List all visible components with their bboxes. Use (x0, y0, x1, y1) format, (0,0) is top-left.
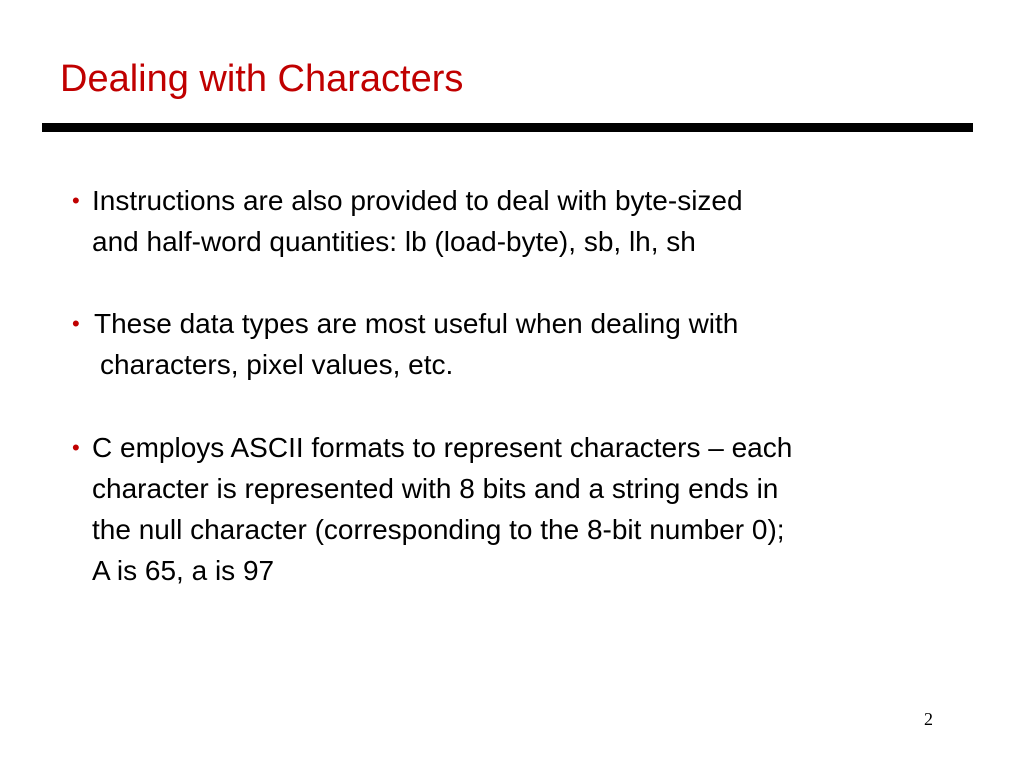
bullet-item-2 (72, 303, 972, 385)
title-divider (42, 123, 973, 132)
bullet-item-3 (72, 427, 972, 591)
page-number: 2 (924, 709, 933, 729)
bullet-3-line-2: character is represented with 8 bits and a string ends in (92, 473, 779, 504)
bullet-3-line-1: C employs ASCII formats to represent characters – each (92, 432, 793, 463)
bullet-marker: • (72, 188, 80, 213)
bullet-marker: • (72, 435, 80, 460)
bullet-item-1 (72, 180, 972, 262)
bullet-2-line-2: characters, pixel values, etc. (100, 349, 454, 380)
bullet-1-line-2: and half-word quantities: lb (load-byte), sb, lh, sh (92, 226, 696, 257)
bullet-3-line-4: A is 65, a is 97 (92, 555, 275, 586)
bullet-2-line-1: These data types are most useful when dealing with (94, 308, 739, 339)
bullet-marker: • (72, 311, 80, 336)
bullet-1-line-1: Instructions are also provided to deal with byte-sized (92, 185, 743, 216)
bullet-3-line-3: the null character (corresponding to the 8-bit number 0); (92, 514, 785, 545)
slide-title: Dealing with Characters (60, 58, 464, 100)
